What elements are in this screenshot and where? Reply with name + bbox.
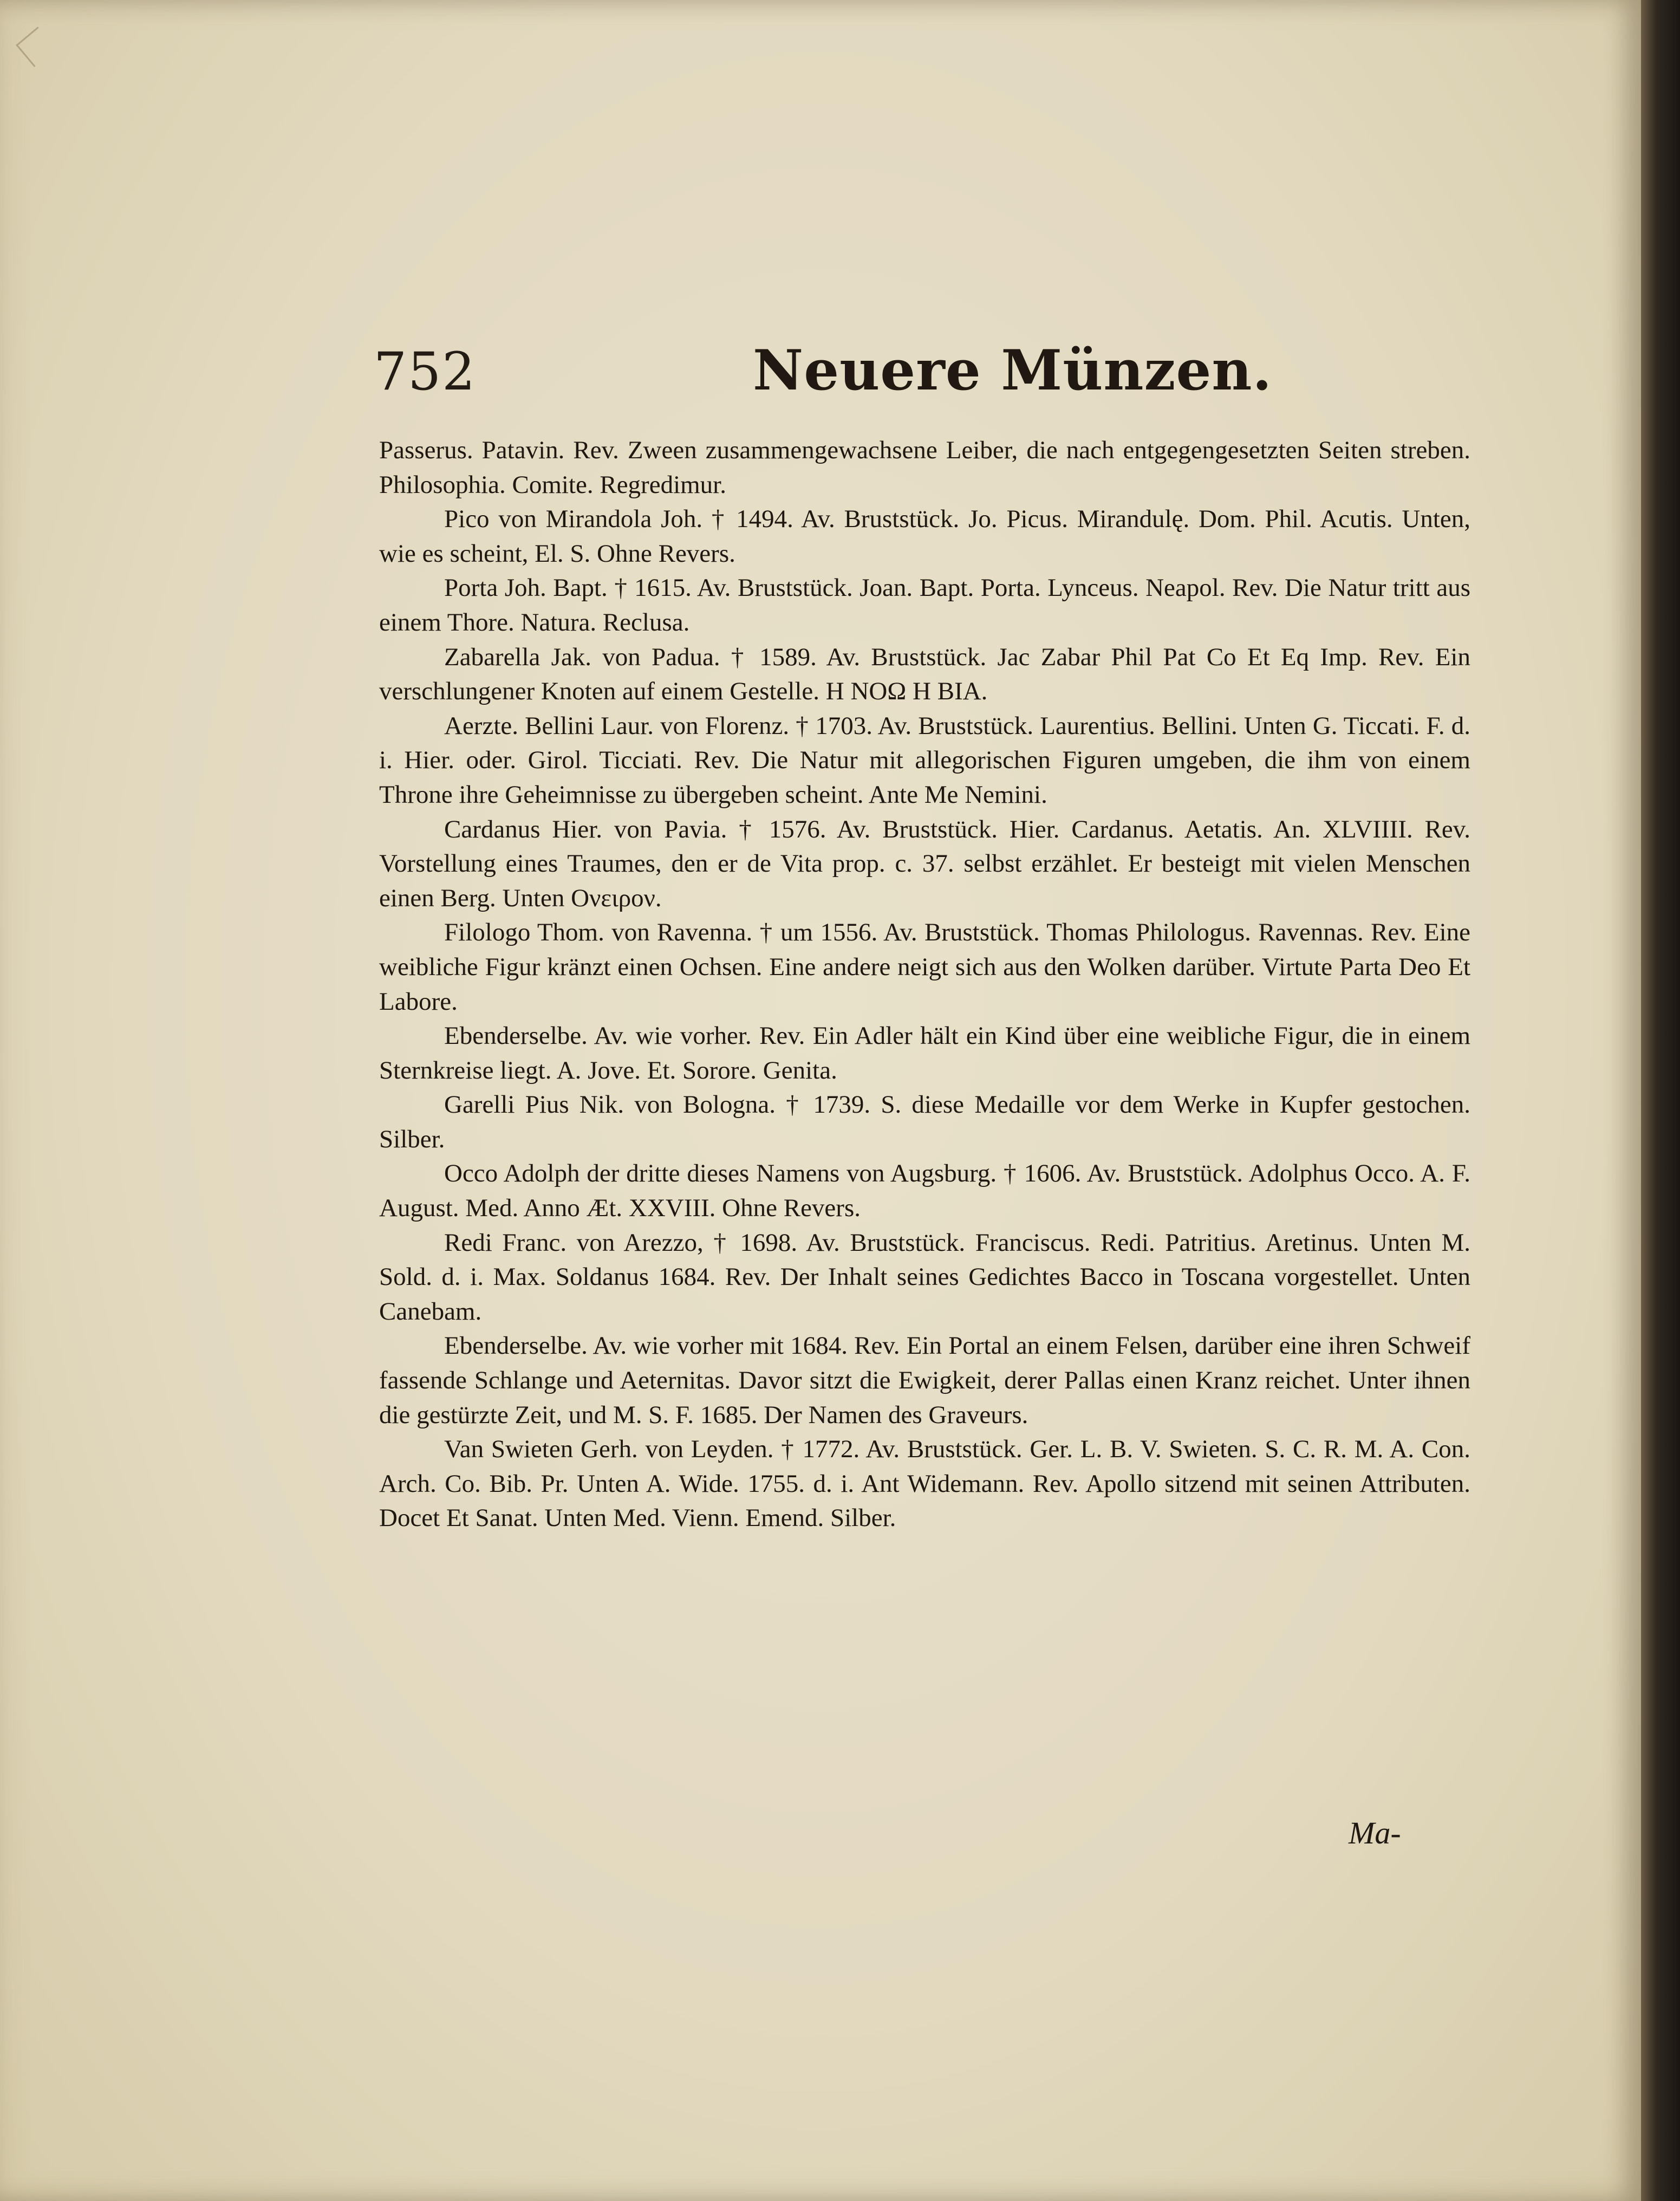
paragraph-zabarella: Zabarella Jak. von Padua. † 1589. Av. Bruststück. Jac Zabar Phil Pat Co Et Eq Imp. Rev. Ein verschlungener Knoten auf einem Gestelle. Η ΝΟΩ Η ΒΙΑ.: [379, 642, 1470, 706]
paragraph-ebenderselbe-1: Ebenderselbe. Av. wie vorher. Rev. Ein Adler hält ein Kind über eine weibliche Figur, die in einem Sternkreise liegt. A. Jove. Et. Sorore. Genita.: [379, 1022, 1470, 1085]
page-number: 752: [374, 341, 477, 402]
paragraph-van-swieten: Van Swieten Gerh. von Leyden. † 1772. Av. Bruststück. Ger. L. B. V. Swieten. S. C. R. M. A. Con. Arch. Co. Bib. Pr. Unten A. Wide. 1755. d. i. Ant Widemann. Rev. Apollo sitzend mit seinen Attributen. Docet Et Sanat. Unten Med. Vienn. Emend. Silber.: [379, 1435, 1470, 1533]
paragraph-pico: Pico von Mirandola Joh. † 1494. Av. Bruststück. Jo. Picus. Mirandulę. Dom. Phil. Acutis. Unten, wie es scheint, El. S. Ohne Revers.: [379, 505, 1470, 568]
page-header: [374, 338, 1484, 406]
paragraph-passerus: Passerus. Patavin. Rev. Zween zusammengewachsene Leiber, die nach entgegengesetzten Seiten streben. Philosophia. Comite. Regredimur.: [379, 436, 1470, 499]
paragraph-ebenderselbe-2: Ebenderselbe. Av. wie vorher mit 1684. Rev. Ein Portal an einem Felsen, darüber eine ihren Schweif fassende Schlange und Aeternitas. Davor sitzt die Ewigkeit, derer Pallas einen Kranz reichet. Unter ihnen die gestürzte Zeit, und M. S. F. 1685. Der Namen des Graveurs.: [379, 1332, 1470, 1429]
book-gutter: [1641, 0, 1680, 2201]
paragraph-filologo: Filologo Thom. von Ravenna. † um 1556. Av. Bruststück. Thomas Philologus. Ravennas. Rev. Eine weibliche Figur kränzt einen Ochsen. Eine andere neigt sich aus den Wolken darüber. Virtute Parta Deo Et Labore.: [379, 918, 1470, 1016]
catchword: Ma-: [1349, 1815, 1401, 1851]
running-title: Neuere Münzen.: [753, 338, 1273, 403]
paragraph-occo: Occo Adolph der dritte dieses Namens von Augsburg. † 1606. Av. Bruststück. Adolphus Occo. A. F. August. Med. Anno Æt. XXVIII. Ohne Revers.: [379, 1159, 1470, 1223]
page-corner-mark: [16, 27, 56, 67]
paragraph-garelli: Garelli Pius Nik. von Bologna. † 1739. S. diese Medaille vor dem Werke in Kupfer gestochen. Silber.: [379, 1090, 1470, 1153]
paragraph-redi: Redi Franc. von Arezzo, † 1698. Av. Bruststück. Franciscus. Redi. Patritius. Aretinus. Unten M. Sold. d. i. Max. Soldanus 1684. Rev. Der Inhalt seines Gedichtes Bacco in Toscana vorgestellet. Unten Canebam.: [379, 1228, 1470, 1326]
paragraph-porta: Porta Joh. Bapt. † 1615. Av. Bruststück. Joan. Bapt. Porta. Lynceus. Neapol. Rev. Die Natur tritt aus einem Thore. Natura. Reclusa.: [379, 574, 1470, 637]
paragraph-bellini: Aerzte. Bellini Laur. von Florenz. † 1703. Av. Bruststück. Laurentius. Bellini. Unten G. Ticcati. F. d. i. Hier. oder. Girol. Ticciati. Rev. Die Natur mit allegorischen Figuren umgeben, die ihm von einem Throne ihre Geheimnisse zu übergeben scheint. Ante Me Nemini.: [379, 711, 1470, 809]
body-text: [379, 433, 1470, 1536]
paragraph-cardanus: Cardanus Hier. von Pavia. † 1576. Av. Bruststück. Hier. Cardanus. Aetatis. An. XLVIIII. Rev. Vorstellung eines Traumes, den er de Vita prop. c. 37. selbst erzählet. Er besteigt mit vielen Menschen einen Berg. Unten Ονειρον.: [379, 815, 1470, 912]
